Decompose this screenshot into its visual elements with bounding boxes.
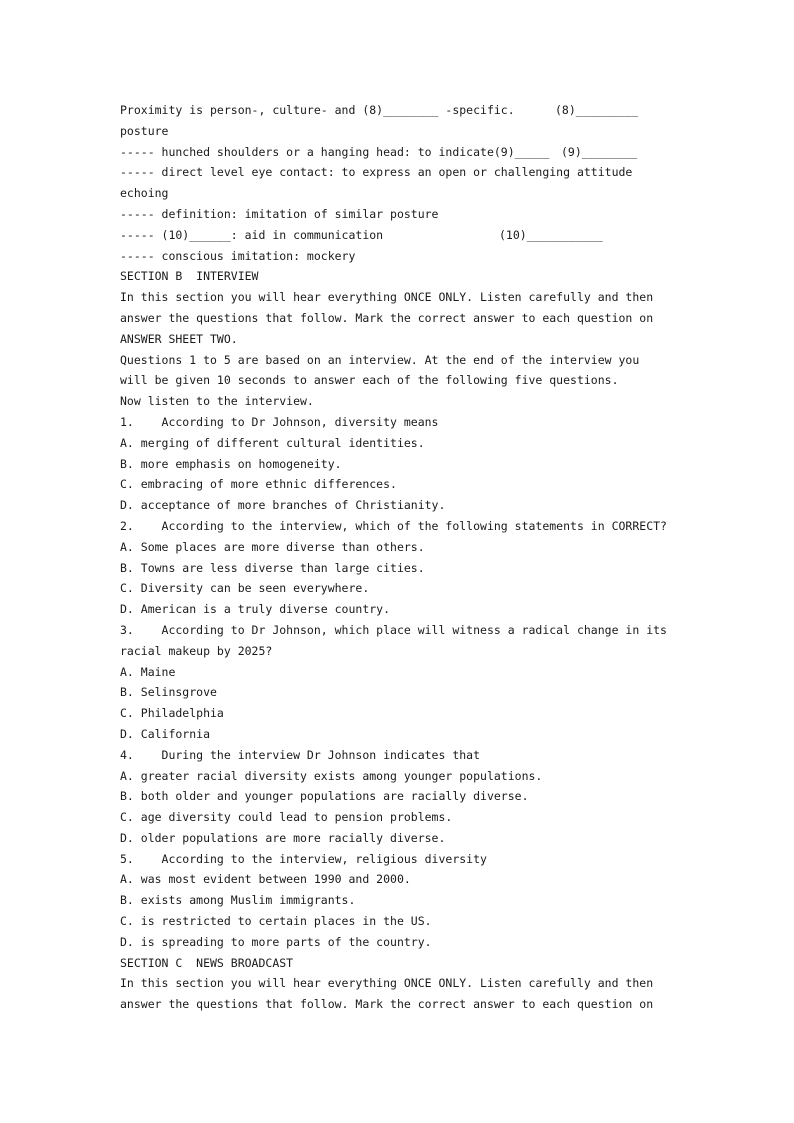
answer-blank-10: (10)___________	[499, 227, 603, 242]
section-b-heading: SECTION B INTERVIEW	[120, 269, 259, 284]
question-1-option-c: C. embracing of more ethnic differences.	[120, 477, 397, 492]
question-4-option-a: A. greater racial diversity exists among younger populations.	[120, 768, 543, 783]
question-4-option-d: D. older populations are more racially diverse.	[120, 830, 446, 845]
question-2-option-d: D. American is a truly diverse country.	[120, 602, 391, 617]
section-b-instruction: answer the questions that follow. Mark the correct answer to each question on	[120, 310, 654, 325]
section-b-intro: Questions 1 to 5 are based on an interview. At the end of the interview you	[120, 352, 640, 367]
document-body	[120, 100, 700, 1015]
note-line-posture: posture	[120, 123, 169, 138]
answer-blank-8: (8)_________	[555, 103, 639, 117]
question-3-option-a: A. Maine	[120, 664, 176, 679]
note-text: Proximity is person-, culture- and (8)________ -specific.	[120, 103, 515, 117]
question-4-stem: 4. During the interview Dr Johnson indicates that	[120, 747, 481, 762]
question-1-option-a: A. merging of different cultural identities.	[120, 435, 425, 450]
note-line-proximity	[120, 100, 700, 121]
question-5-option-d: D. is spreading to more parts of the country.	[120, 934, 432, 949]
question-4-option-c: C. age diversity could lead to pension problems.	[120, 810, 453, 825]
note-text: ----- (10)______: aid in communication	[120, 227, 384, 242]
section-b-instruction: ANSWER SHEET TWO.	[120, 331, 238, 346]
question-1-option-d: D. acceptance of more branches of Christianity.	[120, 498, 446, 513]
question-5-option-c: C. is restricted to certain places in the US.	[120, 914, 432, 929]
answer-blank-9: (9)________	[561, 144, 638, 159]
note-line-definition: ----- definition: imitation of similar posture	[120, 206, 439, 221]
note-line-eye-contact: ----- direct level eye contact: to express an open or challenging attitude	[120, 165, 633, 180]
question-5-stem: 5. According to the interview, religious diversity	[120, 851, 487, 866]
section-c-instruction: In this section you will hear everything ONCE ONLY. Listen carefully and then	[120, 976, 654, 991]
note-line-mockery: ----- conscious imitation: mockery	[120, 248, 356, 263]
note-line-aid	[120, 225, 700, 246]
question-2-stem: 2. According to the interview, which of the following statements in CORRECT?	[120, 518, 667, 533]
note-line-hunched	[120, 142, 700, 163]
section-b-instruction: In this section you will hear everything ONCE ONLY. Listen carefully and then	[120, 290, 654, 305]
note-text: ----- hunched shoulders or a hanging head: to indicate(9)_____	[120, 144, 550, 159]
question-2-option-a: A. Some places are more diverse than others.	[120, 539, 425, 554]
question-4-option-b: B. both older and younger populations are racially diverse.	[120, 789, 529, 804]
question-2-option-c: C. Diversity can be seen everywhere.	[120, 581, 370, 596]
section-b-intro: Now listen to the interview.	[120, 394, 314, 409]
note-line-echoing: echoing	[120, 186, 169, 201]
question-3-option-c: C. Philadelphia	[120, 706, 224, 721]
question-3-option-b: B. Selinsgrove	[120, 685, 217, 700]
question-3-option-d: D. California	[120, 726, 211, 741]
question-2-option-b: B. Towns are less diverse than large cities.	[120, 560, 425, 575]
question-3-stem: 3. According to Dr Johnson, which place will witness a radical change in its	[120, 622, 667, 637]
section-c-heading: SECTION C NEWS BROADCAST	[120, 955, 294, 970]
question-5-option-b: B. exists among Muslim immigrants.	[120, 893, 356, 908]
question-1-stem: 1. According to Dr Johnson, diversity means	[120, 414, 439, 429]
section-c-instruction: answer the questions that follow. Mark the correct answer to each question on	[120, 997, 654, 1012]
question-3-stem-cont: racial makeup by 2025?	[120, 643, 273, 658]
question-5-option-a: A. was most evident between 1990 and 2000.	[120, 872, 411, 887]
section-b-intro: will be given 10 seconds to answer each of the following five questions.	[120, 373, 619, 388]
question-1-option-b: B. more emphasis on homogeneity.	[120, 456, 342, 471]
